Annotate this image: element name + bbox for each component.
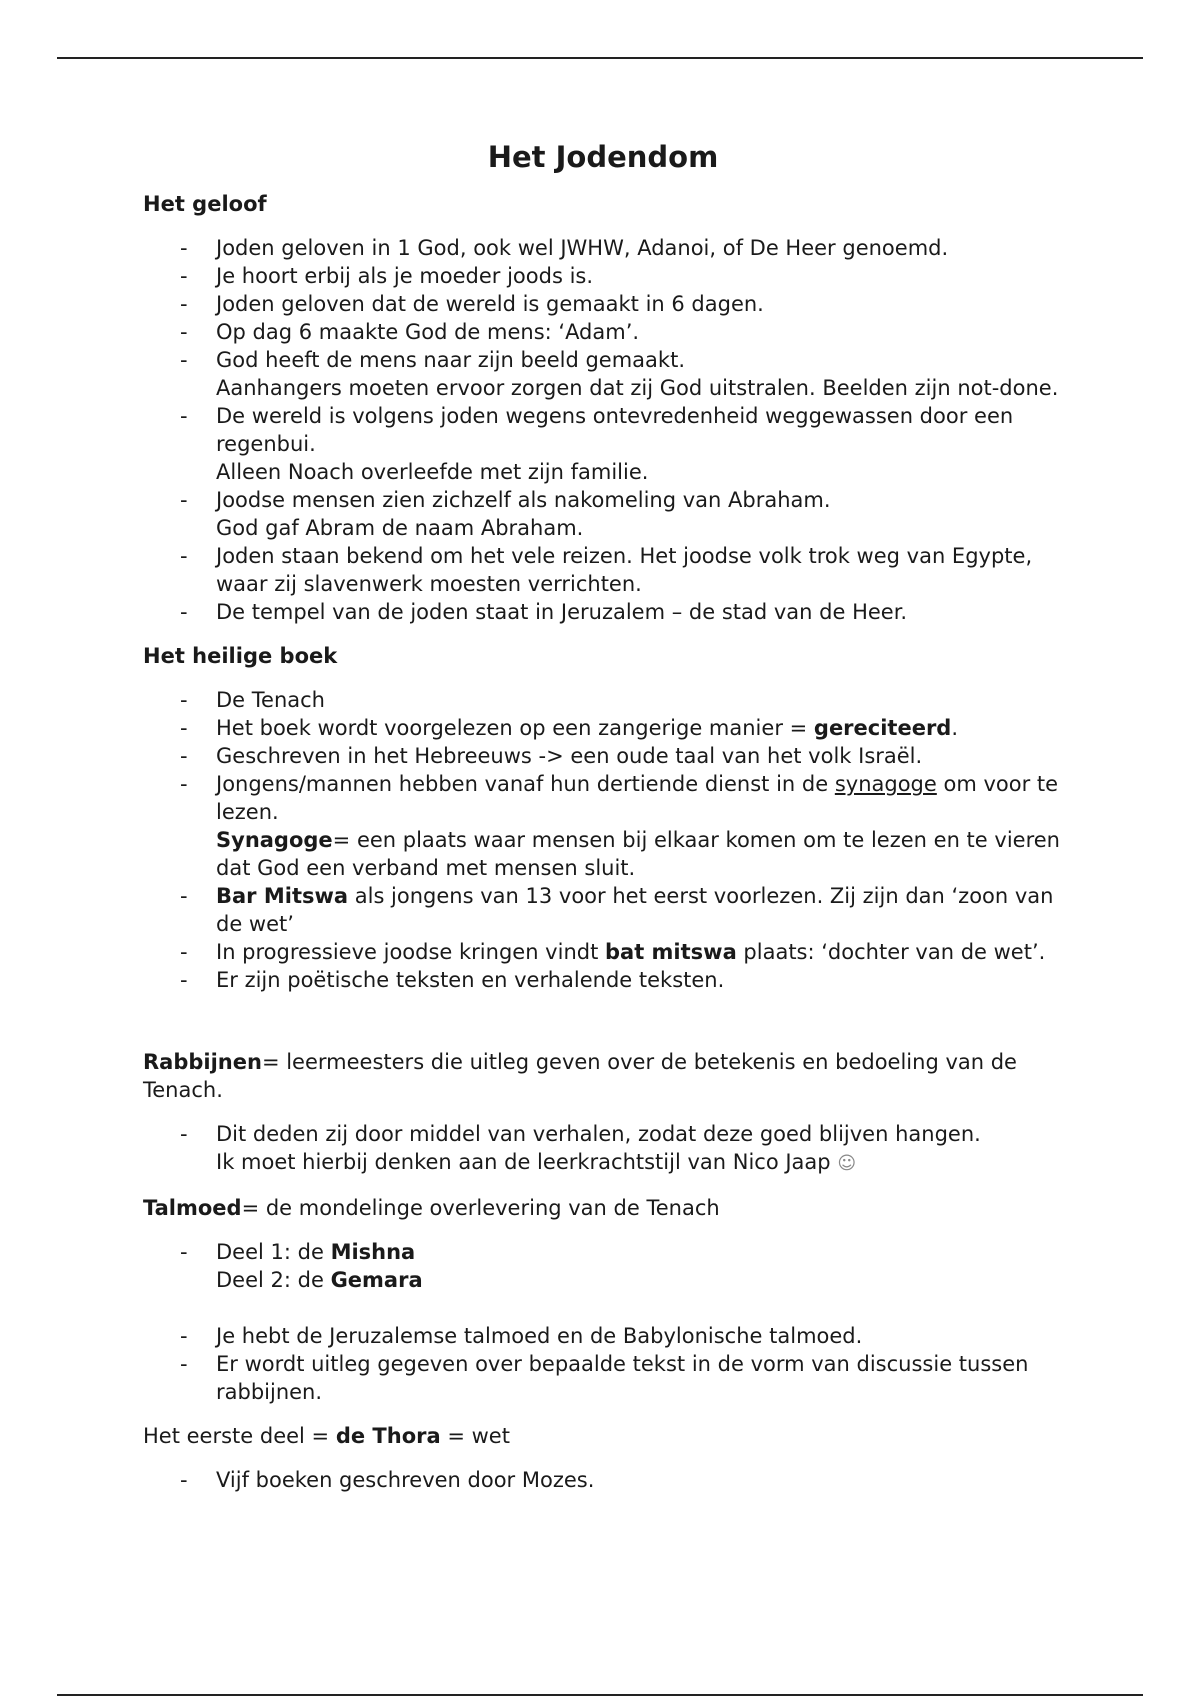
list-item-subtext: God gaf Abram de naam Abraham. (216, 516, 584, 540)
list-item-text: De wereld is volgens joden wegens ontevredenheid weggewassen door een regenbui. (216, 404, 1014, 456)
list-rabbijnen (143, 1120, 1063, 1178)
term-synagoge: Synagoge (216, 828, 333, 852)
list-item: - Joden staan bekend om het vele reizen. Het joodse volk trok weg van Egypte, waar zij slavenwerk moesten verrichten. (143, 542, 1063, 598)
term-gereciteerd: gereciteerd (813, 716, 952, 740)
list-item-text: Het boek wordt voorgelezen op een zangerige manier = (216, 716, 814, 740)
list-item (143, 1120, 1063, 1178)
list-item (143, 770, 1063, 882)
spacer (143, 1294, 1063, 1322)
list-item: - Je hoort erbij als je moeder joods is. (143, 262, 1063, 290)
list-item-subtext-text: Deel 2: de (216, 1268, 331, 1292)
paragraph-rabbijnen (143, 1048, 1063, 1104)
list-item-subtext (216, 1266, 1063, 1294)
thora-text: = wet (440, 1424, 510, 1448)
list-item: - Geschreven in het Hebreeuws -> een oude taal van het volk Israël. (143, 742, 1063, 770)
list-item: - Vijf boeken geschreven door Mozes. (143, 1466, 1063, 1494)
term-rabbijnen: Rabbijnen (143, 1050, 262, 1074)
list-item-subtext (216, 1148, 1063, 1178)
list-item: - De Tenach (143, 686, 1063, 714)
list-item-text: Joodse mensen zien zichzelf als nakomeling van Abraham. (216, 488, 831, 512)
list-item-text: om voor te lezen. (216, 772, 1059, 824)
list-item: - Er zijn poëtische teksten en verhalende teksten. (143, 966, 1063, 994)
page-title: Het Jodendom (487, 140, 719, 174)
paragraph-talmoed (143, 1194, 1063, 1222)
list-item: - Joden geloven dat de wereld is gemaakt in 6 dagen. (143, 290, 1063, 318)
definition-talmoed: = de mondelinge overlevering van de Tenach (241, 1196, 720, 1220)
list-item-text: God heeft de mens naar zijn beeld gemaakt. (216, 348, 685, 372)
list-item-subtext (216, 826, 1063, 882)
definition-synagoge: = een plaats waar mensen bij elkaar komen om te lezen en te vieren dat God een verband met mensen sluit. (216, 828, 1060, 880)
term-synagoge-underlined: synagoge (834, 772, 937, 796)
list-item (143, 1238, 1063, 1294)
header-rule (57, 57, 1143, 59)
list-item-text: als jongens van 13 voor het eerst voorlezen. Zij zijn dan ‘zoon van de wet’ (216, 884, 1054, 936)
list-item: - Er wordt uitleg gegeven over bepaalde tekst in de vorm van discussie tussen rabbijnen. (143, 1350, 1063, 1406)
list-item (143, 486, 1063, 542)
list-item-subtext-text: Ik moet hierbij denken aan de leerkrachtstijl van Nico Jaap (216, 1150, 831, 1174)
list-item (143, 938, 1063, 966)
section-heading-geloof: Het geloof (143, 192, 267, 216)
list-item (143, 714, 1063, 742)
list-item-text: Dit deden zij door middel van verhalen, zodat deze goed blijven hangen. (216, 1122, 981, 1146)
list-item: - Op dag 6 maakte God de mens: ‘Adam’. (143, 318, 1063, 346)
term-bat-mitswa: bat mitswa (605, 940, 737, 964)
term-bar-mitswa: Bar Mitswa (216, 884, 349, 908)
list-item-text: . (951, 716, 959, 740)
list-item: - Je hebt de Jeruzalemse talmoed en de Babylonische talmoed. (143, 1322, 1063, 1350)
smiley-icon: ☺ (837, 1153, 857, 1174)
list-item-text: In progressieve joodse kringen vindt (216, 940, 605, 964)
list-item (143, 346, 1063, 402)
list-item-text: plaats: ‘dochter van de wet’. (736, 940, 1046, 964)
list-item (143, 882, 1063, 938)
list-geloof (143, 234, 1063, 626)
list-item: - De tempel van de joden staat in Jeruzalem – de stad van de Heer. (143, 598, 1063, 626)
list-talmoed (143, 1322, 1063, 1406)
footer-rule (57, 1694, 1143, 1696)
term-gemara: Gemara (330, 1268, 423, 1292)
list-item-text: Deel 1: de (216, 1240, 331, 1264)
list-item-subtext: Alleen Noach overleefde met zijn familie. (216, 460, 649, 484)
list-item-subtext: Aanhangers moeten ervoor zorgen dat zij God uitstralen. Beelden zijn not-done. (216, 376, 1059, 400)
section-heading-boek: Het heilige boek (143, 644, 338, 668)
term-thora: de Thora (335, 1424, 441, 1448)
list-boek (143, 686, 1063, 994)
list-item (143, 402, 1063, 486)
paragraph-thora (143, 1422, 1063, 1450)
list-item: - Joden geloven in 1 God, ook wel JWHW, Adanoi, of De Heer genoemd. (143, 234, 1063, 262)
term-talmoed: Talmoed (143, 1196, 242, 1220)
document-body (143, 138, 1063, 1510)
definition-rabbijnen: = leermeesters die uitleg geven over de betekenis en bedoeling van de Tenach. (143, 1050, 1017, 1102)
list-talmoed-delen (143, 1238, 1063, 1294)
list-thora (143, 1466, 1063, 1494)
list-item-text: Jongens/mannen hebben vanaf hun dertiende dienst in de (216, 772, 835, 796)
term-mishna: Mishna (330, 1240, 416, 1264)
thora-text: Het eerste deel = (143, 1424, 336, 1448)
spacer (143, 1010, 1063, 1048)
